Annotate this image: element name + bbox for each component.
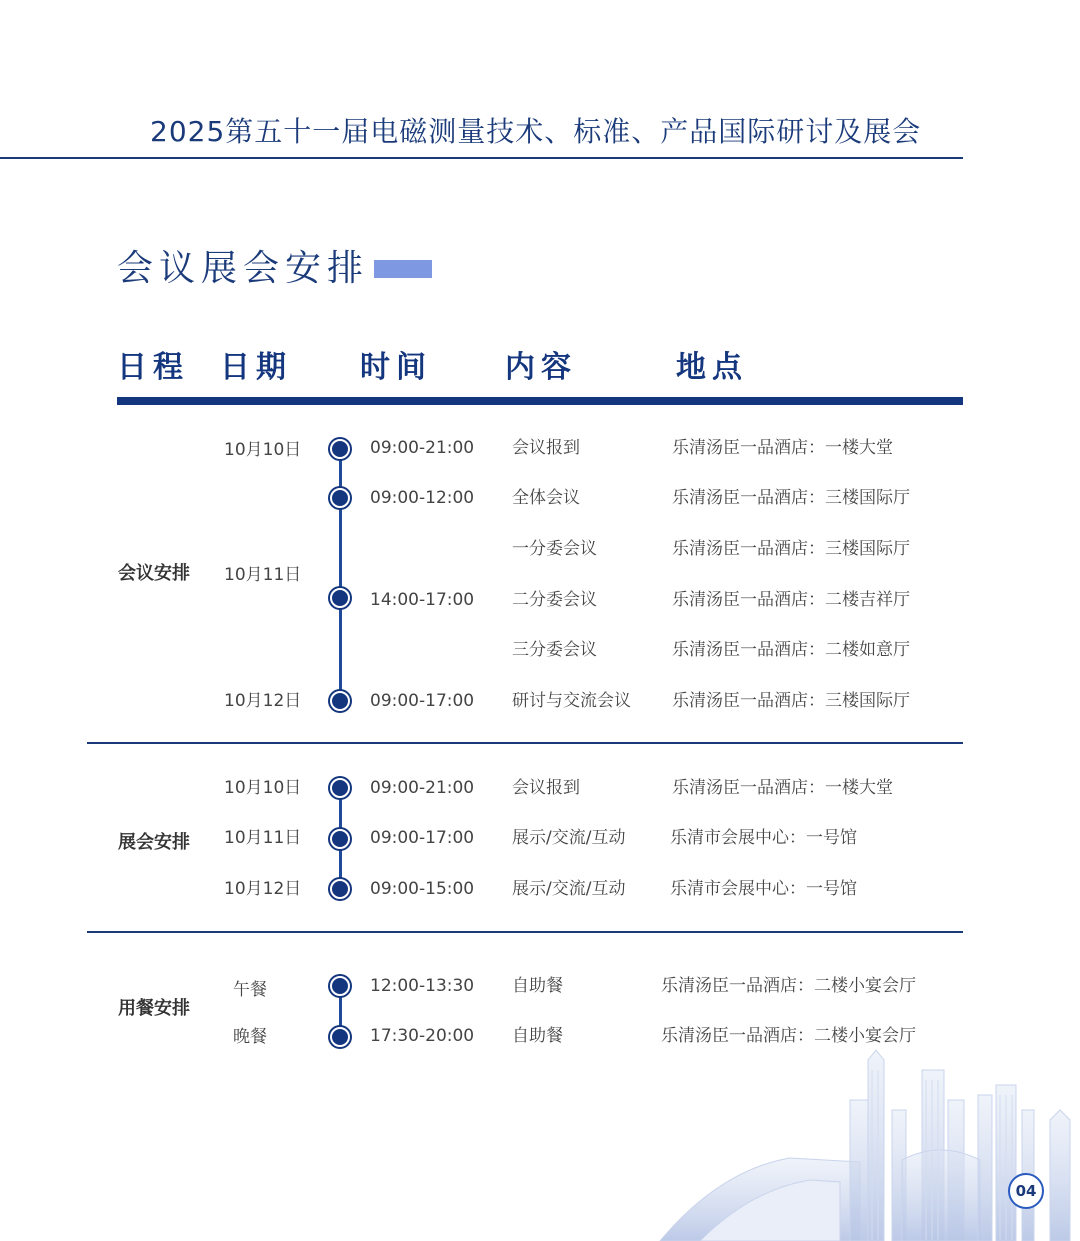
meal-label: 午餐 <box>233 980 267 1000</box>
content-label: 三分委会议 <box>512 640 597 660</box>
column-header-schedule: 日程 <box>117 350 189 385</box>
time-label: 09:00-12:00 <box>370 488 475 508</box>
timeline-dot <box>330 588 350 608</box>
time-label: 09:00-21:00 <box>370 778 475 798</box>
location-label: 乐清汤臣一品酒店：一楼大堂 <box>672 778 893 798</box>
content-label: 一分委会议 <box>512 539 597 559</box>
category-label: 展会安排 <box>118 832 190 853</box>
location-label: 乐清市会展中心：一号馆 <box>670 828 857 848</box>
location-label: 乐清汤臣一品酒店：二楼吉祥厅 <box>672 590 910 610</box>
column-header-time: 时间 <box>360 350 432 385</box>
content-label: 全体会议 <box>512 488 580 508</box>
time-label: 17:30-20:00 <box>370 1026 475 1046</box>
time-label: 09:00-15:00 <box>370 879 475 899</box>
timeline-dot <box>330 976 350 996</box>
timeline-dot <box>330 691 350 711</box>
section-title: 会议展会安排 <box>117 248 370 289</box>
timeline-dot <box>330 829 350 849</box>
title-accent-bar <box>374 260 432 278</box>
content-label: 会议报到 <box>512 778 580 798</box>
time-label: 09:00-17:00 <box>370 691 475 711</box>
category-label: 会议安排 <box>118 563 190 584</box>
time-label: 12:00-13:30 <box>370 976 475 996</box>
timeline-dot <box>330 488 350 508</box>
location-label: 乐清汤臣一品酒店：三楼国际厅 <box>672 691 910 711</box>
date-label: 10月12日 <box>224 691 302 711</box>
content-label: 展示/交流/互动 <box>512 879 626 899</box>
location-label: 乐清市会展中心：一号馆 <box>670 879 857 899</box>
location-label: 乐清汤臣一品酒店：二楼小宴会厅 <box>661 976 916 996</box>
column-header-content: 内容 <box>505 350 577 385</box>
meal-label: 晚餐 <box>233 1027 267 1047</box>
date-label: 10月10日 <box>224 440 302 460</box>
date-label: 10月12日 <box>224 879 302 899</box>
content-label: 自助餐 <box>512 976 563 996</box>
timeline-dot <box>330 778 350 798</box>
time-label: 09:00-21:00 <box>370 438 475 458</box>
timeline-dot <box>330 439 350 459</box>
date-label: 10月11日 <box>224 828 302 848</box>
content-label: 展示/交流/互动 <box>512 828 626 848</box>
timeline-line <box>339 448 342 700</box>
location-label: 乐清汤臣一品酒店：三楼国际厅 <box>672 539 910 559</box>
content-label: 自助餐 <box>512 1026 563 1046</box>
header-divider <box>0 157 963 159</box>
content-label: 二分委会议 <box>512 590 597 610</box>
time-label: 14:00-17:00 <box>370 590 475 610</box>
page-number-badge: 04 <box>1008 1173 1044 1209</box>
location-label: 乐清汤臣一品酒店：三楼国际厅 <box>672 488 910 508</box>
timeline-dot <box>330 879 350 899</box>
column-header-location: 地点 <box>676 350 748 385</box>
content-label: 会议报到 <box>512 438 580 458</box>
header-title: 2025第五十一届电磁测量技术、标准、产品国际研讨及展会 <box>150 115 922 148</box>
location-label: 乐清汤臣一品酒店：二楼如意厅 <box>672 640 910 660</box>
category-label: 用餐安排 <box>118 998 190 1019</box>
time-label: 09:00-17:00 <box>370 828 475 848</box>
group-divider <box>87 742 963 744</box>
table-header-rule <box>117 397 963 405</box>
location-label: 乐清汤臣一品酒店：一楼大堂 <box>672 438 893 458</box>
content-label: 研讨与交流会议 <box>512 691 631 711</box>
column-header-date: 日期 <box>220 350 292 385</box>
location-label: 乐清汤臣一品酒店：二楼小宴会厅 <box>661 1026 916 1046</box>
date-label: 10月10日 <box>224 778 302 798</box>
date-label: 10月11日 <box>224 565 302 585</box>
timeline-dot <box>330 1027 350 1047</box>
city-skyline-illustration <box>640 1040 1080 1241</box>
group-divider <box>87 931 963 933</box>
